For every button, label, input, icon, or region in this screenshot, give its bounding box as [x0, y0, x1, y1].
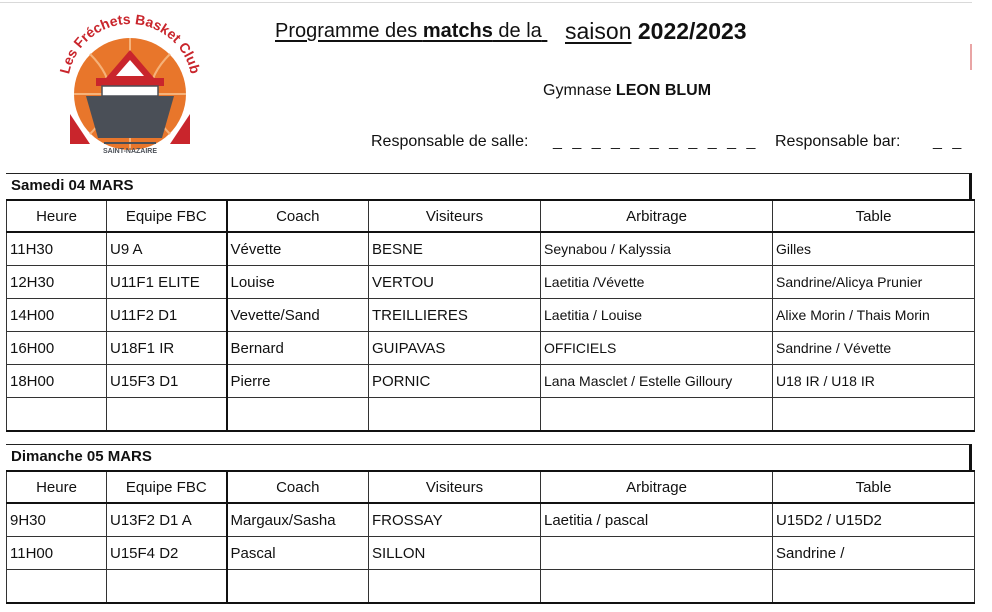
cell-equipe: U15F4 D2 — [107, 537, 227, 570]
column-header-heure: Heure — [7, 200, 107, 232]
sunday-header: Dimanche 05 MARS — [6, 444, 972, 470]
cell-equipe: U13F2 D1 A — [107, 503, 227, 537]
cell-visiteurs: SILLON — [369, 537, 541, 570]
cell-coach: Louise — [227, 266, 369, 299]
cell-coach: Pierre — [227, 365, 369, 398]
cell-coach — [227, 570, 369, 604]
cell-visiteurs: PORNIC — [369, 365, 541, 398]
cell-heure — [7, 570, 107, 604]
cell-heure: 14H00 — [7, 299, 107, 332]
cell-heure: 9H30 — [7, 503, 107, 537]
column-header-coach: Coach — [227, 200, 369, 232]
hall-manager-label: Responsable de salle: — [371, 133, 529, 150]
cell-visiteurs: BESNE — [369, 232, 541, 266]
cell-equipe — [107, 398, 227, 432]
table-header-row — [7, 200, 975, 232]
cell-equipe: U15F3 D1 — [107, 365, 227, 398]
cell-table — [773, 570, 975, 604]
page-title: Programme des matchs de la — [275, 20, 542, 42]
cell-arbitrage: Lana Masclet / Estelle Gilloury — [541, 365, 773, 398]
cell-heure: 11H00 — [7, 537, 107, 570]
logo-arc-text: Les Fréchets Basket Club — [56, 14, 204, 76]
ship-hull-shape — [86, 96, 174, 138]
table-row — [7, 232, 975, 266]
cell-visiteurs: GUIPAVAS — [369, 332, 541, 365]
cell-equipe: U18F1 IR — [107, 332, 227, 365]
column-header-coach: Coach — [227, 471, 369, 503]
cell-coach — [227, 398, 369, 432]
cell-coach: Pascal — [227, 537, 369, 570]
table-row — [7, 332, 975, 365]
cell-table: U15D2 / U15D2 — [773, 503, 975, 537]
club-logo — [50, 14, 210, 164]
cell-heure: 11H30 — [7, 232, 107, 266]
cell-table: Sandrine / — [773, 537, 975, 570]
table-row — [7, 365, 975, 398]
cell-heure: 18H00 — [7, 365, 107, 398]
cell-visiteurs: VERTOU — [369, 266, 541, 299]
cell-table: U18 IR / U18 IR — [773, 365, 975, 398]
cell-table: Gilles — [773, 232, 975, 266]
bar-manager-blank: _ _ — [933, 133, 965, 150]
column-header-visiteurs: Visiteurs — [369, 200, 541, 232]
column-header-table: Table — [773, 471, 975, 503]
cell-table: Sandrine/Alicya Prunier — [773, 266, 975, 299]
cell-coach: Bernard — [227, 332, 369, 365]
table-row — [7, 537, 975, 570]
bar-manager-label: Responsable bar: — [775, 133, 901, 150]
saturday-schedule-table — [6, 199, 975, 432]
sunday-schedule-table — [6, 470, 975, 604]
cell-equipe: U9 A — [107, 232, 227, 266]
column-header-equipe: Equipe FBC — [107, 200, 227, 232]
cell-arbitrage: Seynabou / Kalyssia — [541, 232, 773, 266]
column-header-arbitrage: Arbitrage — [541, 200, 773, 232]
cell-table: Alixe Morin / Thais Morin — [773, 299, 975, 332]
gym-name: Gymnase LEON BLUM — [543, 82, 712, 99]
cell-equipe — [107, 570, 227, 604]
logo-city-text: SAINT-NAZAIRE — [102, 148, 158, 155]
cell-heure: 16H00 — [7, 332, 107, 365]
column-header-arbitrage: Arbitrage — [541, 471, 773, 503]
saturday-header: Samedi 04 MARS — [6, 173, 972, 199]
cell-arbitrage — [541, 570, 773, 604]
cell-coach: Margaux/Sasha — [227, 503, 369, 537]
cell-arbitrage: Laetitia /Vévette — [541, 266, 773, 299]
cell-arbitrage: Laetitia / Louise — [541, 299, 773, 332]
cell-table: Sandrine / Vévette — [773, 332, 975, 365]
cell-coach: Vévette — [227, 232, 369, 266]
cell-equipe: U11F2 D1 — [107, 299, 227, 332]
table-row — [7, 299, 975, 332]
edge-mark — [970, 44, 972, 70]
cell-table — [773, 398, 975, 432]
cell-arbitrage: Laetitia / pascal — [541, 503, 773, 537]
cell-coach: Vevette/Sand — [227, 299, 369, 332]
table-row — [7, 503, 975, 537]
cell-heure — [7, 398, 107, 432]
cell-visiteurs: FROSSAY — [369, 503, 541, 537]
top-rule — [0, 2, 972, 3]
table-row — [7, 266, 975, 299]
cell-equipe: U11F1 ELITE — [107, 266, 227, 299]
season-title: saison 2022/2023 — [565, 18, 747, 44]
table-header-row — [7, 471, 975, 503]
column-header-visiteurs: Visiteurs — [369, 471, 541, 503]
column-header-equipe: Equipe FBC — [107, 471, 227, 503]
column-header-heure: Heure — [7, 471, 107, 503]
cell-arbitrage: OFFICIELS — [541, 332, 773, 365]
cell-arbitrage — [541, 398, 773, 432]
cell-visiteurs: TREILLIERES — [369, 299, 541, 332]
column-header-table: Table — [773, 200, 975, 232]
cell-arbitrage — [541, 537, 773, 570]
table-row — [7, 570, 975, 604]
cell-visiteurs — [369, 398, 541, 432]
table-row — [7, 398, 975, 432]
hall-manager-blank: _ _ _ _ _ _ _ _ _ _ _ — [553, 133, 759, 150]
cell-visiteurs — [369, 570, 541, 604]
cell-heure: 12H30 — [7, 266, 107, 299]
